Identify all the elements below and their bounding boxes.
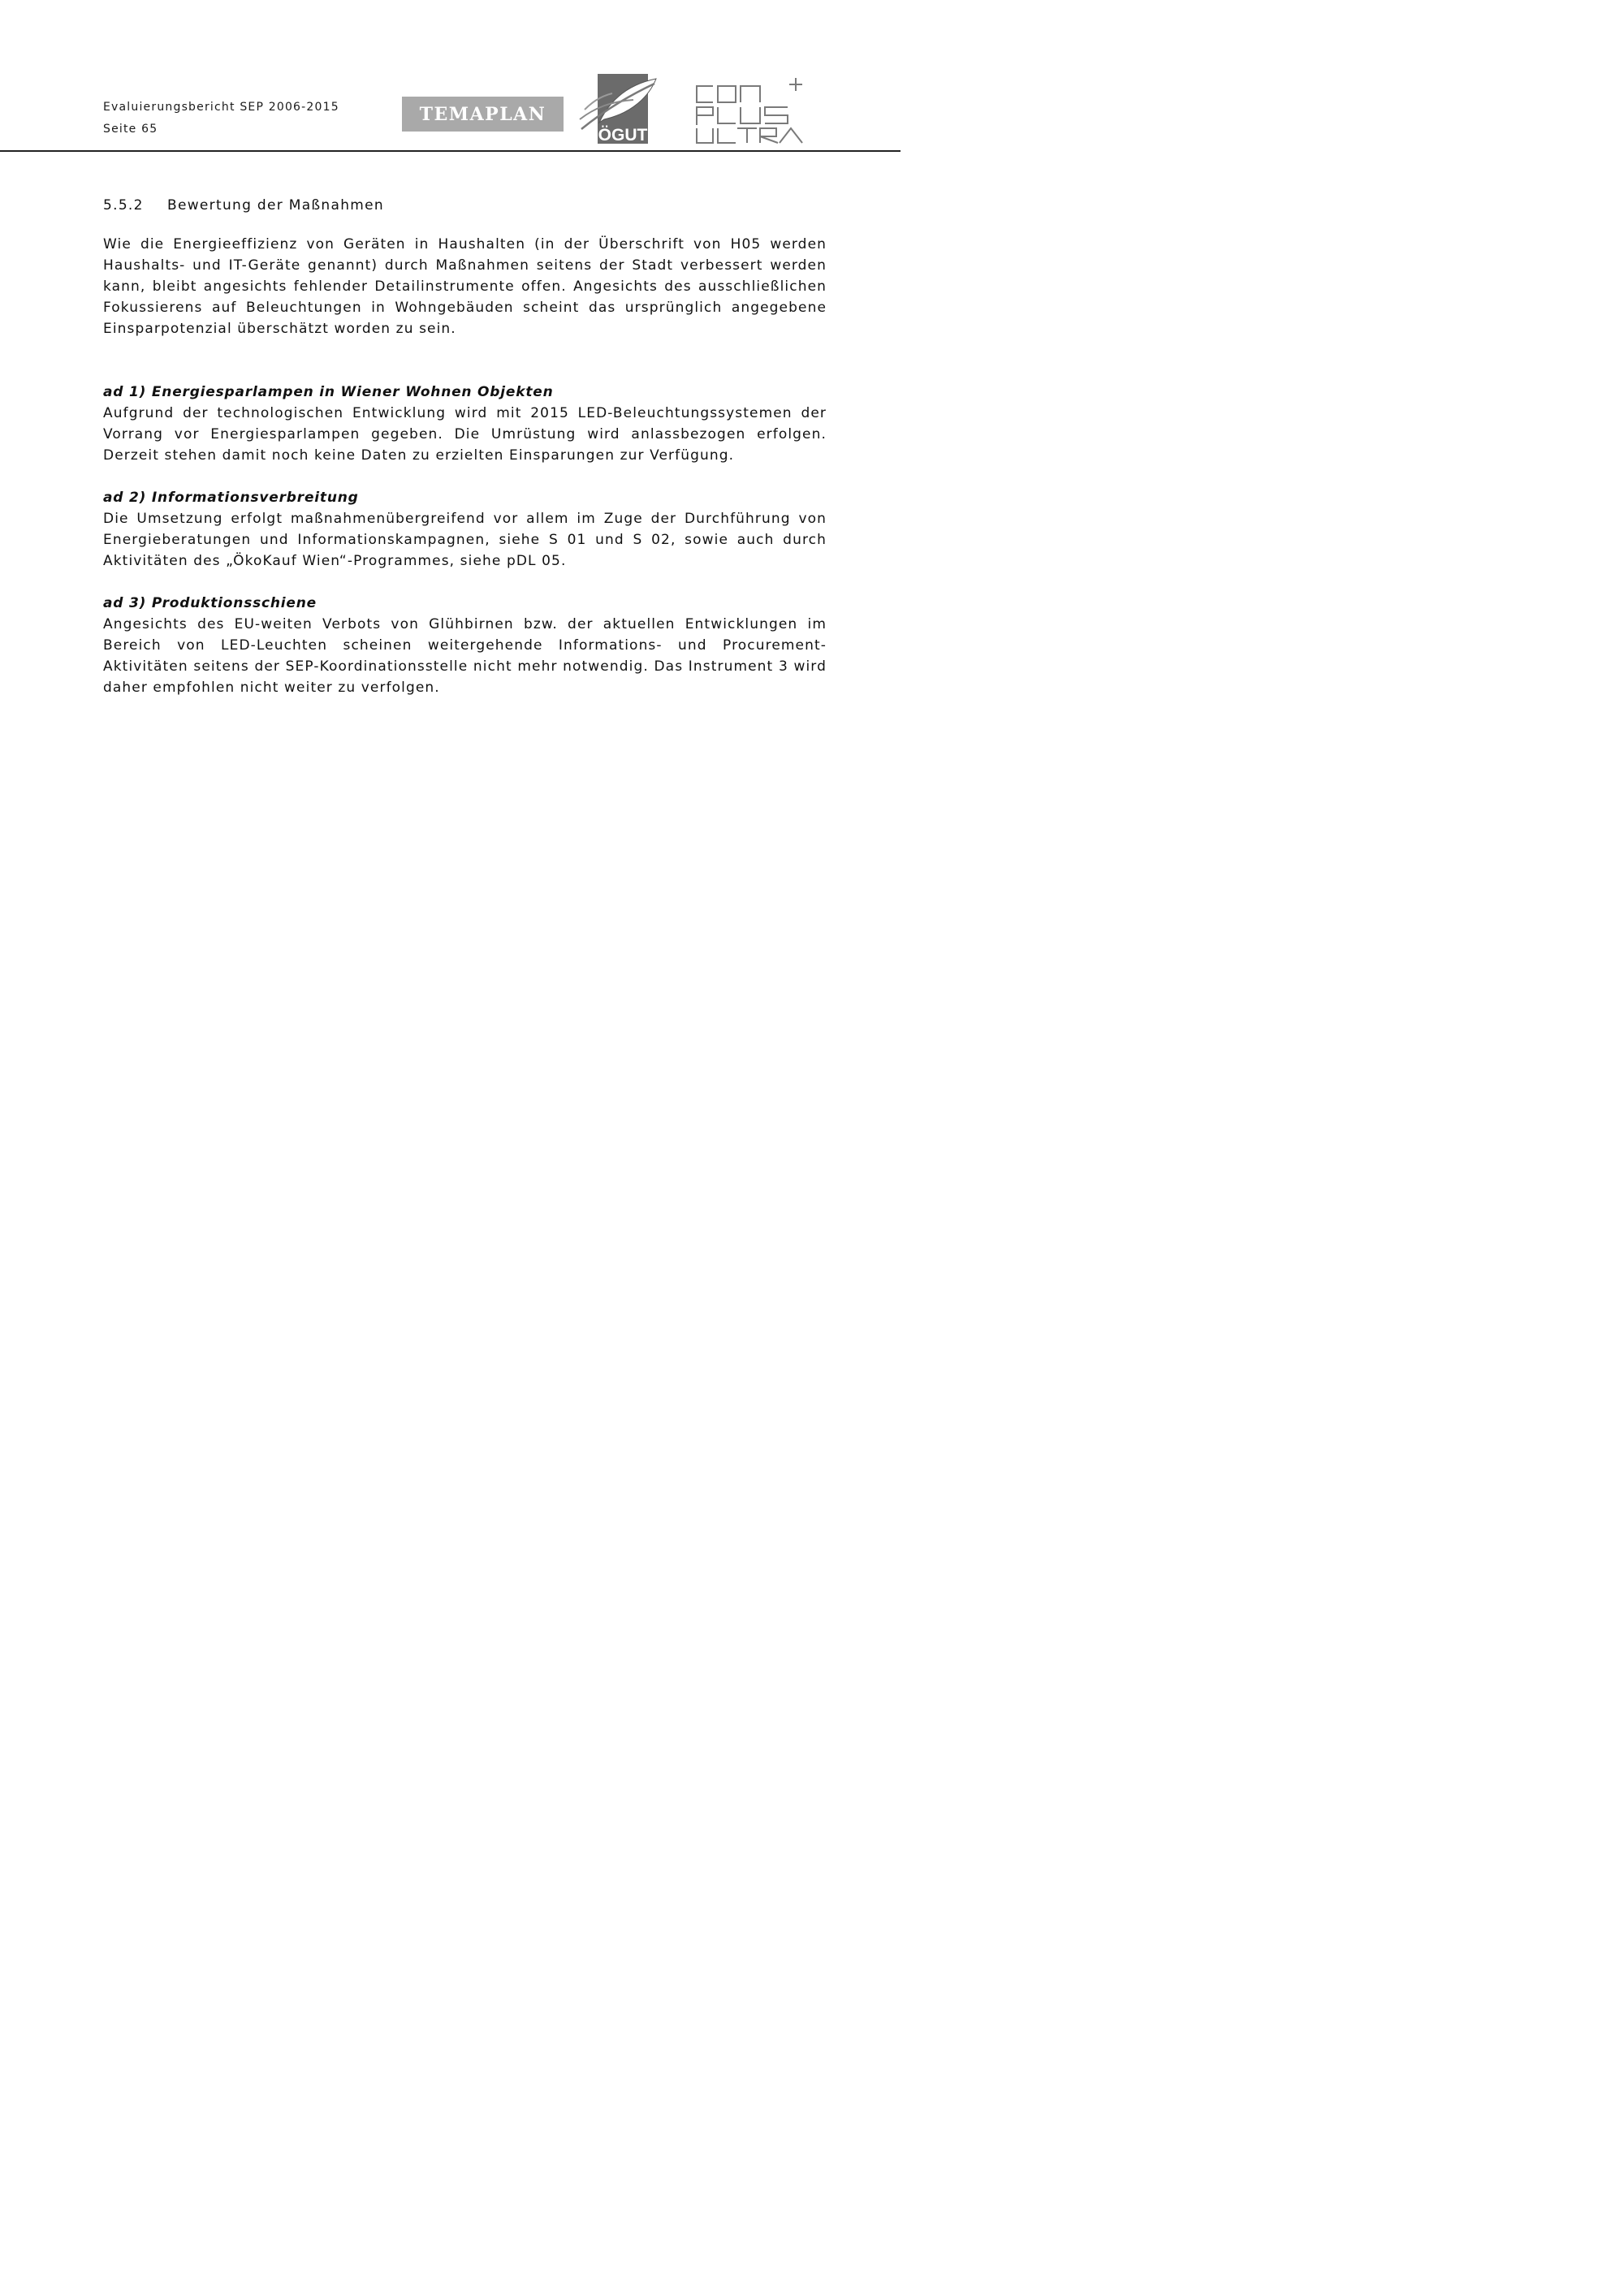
ogut-logo-text: ÖGUT [598,126,648,145]
intro-paragraph: Wie die Energieeffizienz von Geräten in Haushalten (in der Überschrift von H05 werden Haushalts- und IT-Geräte genannt) durch Maßnahmen seitens der Stadt verbessert werden kann, bleibt angesichts fehlender Detailinstrumente offen. Angesichts des ausschließlichen Fokussierens auf Beleuchtungen in Wohngebäuden scheint das ursprünglich angegebene Einsparpotenzial überschätzt worden zu sein. [103,236,827,337]
page-header [0,0,901,153]
item-heading-1: ad 1) Energiesparlampen in Wiener Wohnen Objekten [103,384,554,400]
temaplan-logo: TEMAPLAN [402,97,564,132]
item-text-3: Angesichts des EU-weiten Verbots von Glühbirnen bzw. der aktuellen Entwicklungen im Bereich von LED-Leuchten scheinen weitergehende Informations- und Procurement-Aktivitäten seitens der SEP-Koordinationsstelle nicht mehr notwendig. Das Instrument 3 wird daher empfohlen nicht weiter zu verfolgen. [103,616,827,696]
header-rule [0,150,901,152]
item-text-2: Die Umsetzung erfolgt maßnahmenübergreifend vor allem im Zuge der Durchführung von Energieberatungen und Informationskampagnen, siehe S 01 und S 02, sowie auch durch Aktivitäten des „ÖkoKauf Wien“-Programmes, siehe pDL 05. [103,511,827,569]
ogut-logo [575,72,659,145]
item-text-1: Aufgrund der technologischen Entwicklung wird mit 2015 LED-Beleuchtungssystemen der Vorrang vor Energiesparlampen gegeben. Die Umrüstung wird anlassbezogen erfolgen. Derzeit stehen damit noch keine Daten zu erzielten Einsparungen zur Verfügung. [103,405,827,464]
report-title: Evaluierungsbericht SEP 2006-2015 [103,101,339,114]
document-body [103,195,827,698]
section-number: 5.5.2 [103,197,144,214]
conplusultra-logo [692,75,806,145]
section-title: Bewertung der Maßnahmen [167,197,384,214]
section-heading [103,195,827,216]
page-number: Seite 65 [103,123,158,136]
item-heading-2: ad 2) Informationsverbreitung [103,490,359,506]
item-heading-3: ad 3) Produktionsschiene [103,595,317,611]
